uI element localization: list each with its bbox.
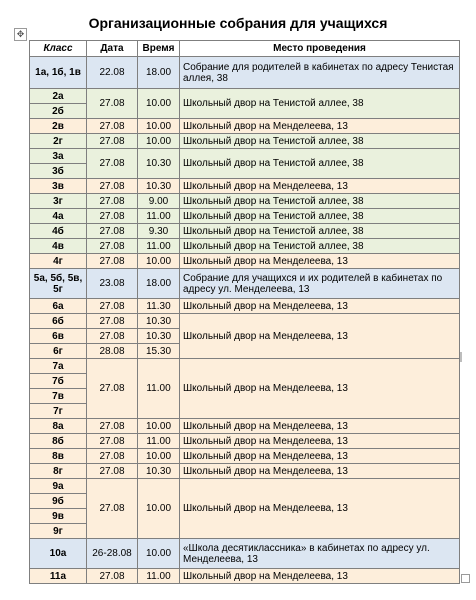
cell-time: 11.00 bbox=[138, 239, 180, 254]
cell-date: 27.08 bbox=[87, 134, 138, 149]
table-move-handle-icon[interactable]: ✥ bbox=[14, 28, 27, 41]
table-row bbox=[30, 569, 460, 584]
cell-klass: 2г bbox=[30, 134, 87, 149]
cell-klass: 3а bbox=[30, 149, 87, 164]
document-title: Организационные собрания для учащихся bbox=[88, 15, 388, 31]
table-border-marker bbox=[460, 352, 462, 362]
cell-klass: 4г bbox=[30, 254, 87, 269]
cell-date: 27.08 bbox=[87, 239, 138, 254]
table-row bbox=[30, 314, 460, 329]
table-row bbox=[30, 254, 460, 269]
cell-place: Собрание для учащихся и их родителей в кабинетах по адресу ул. Менделеева, 13 bbox=[180, 269, 460, 299]
cell-klass: 6а bbox=[30, 299, 87, 314]
cell-klass: 9г bbox=[30, 524, 87, 539]
table-row bbox=[30, 224, 460, 239]
cell-place: Школьный двор на Тенистой аллее, 38 bbox=[180, 134, 460, 149]
header-time: Время bbox=[138, 41, 180, 57]
cell-time: 10.00 bbox=[138, 254, 180, 269]
cell-time: 10.00 bbox=[138, 539, 180, 569]
cell-date: 27.08 bbox=[87, 209, 138, 224]
table-body bbox=[30, 57, 460, 584]
header-klass: Класс bbox=[30, 41, 87, 57]
cell-klass: 6г bbox=[30, 344, 87, 359]
cell-date: 27.08 bbox=[87, 149, 138, 179]
cell-time: 10.00 bbox=[138, 479, 180, 539]
cell-date: 27.08 bbox=[87, 359, 138, 419]
table-row bbox=[30, 464, 460, 479]
cell-date: 27.08 bbox=[87, 569, 138, 584]
cell-klass: 2а bbox=[30, 89, 87, 104]
cell-date: 27.08 bbox=[87, 419, 138, 434]
cell-time: 11.00 bbox=[138, 359, 180, 419]
cell-place: Школьный двор на Тенистой аллее, 38 bbox=[180, 194, 460, 209]
table-row bbox=[30, 149, 460, 164]
cell-klass: 2б bbox=[30, 104, 87, 119]
cell-time: 11.00 bbox=[138, 434, 180, 449]
cell-klass: 9а bbox=[30, 479, 87, 494]
cell-date: 27.08 bbox=[87, 434, 138, 449]
cell-date: 27.08 bbox=[87, 179, 138, 194]
cell-klass: 3г bbox=[30, 194, 87, 209]
cell-date: 27.08 bbox=[87, 224, 138, 239]
cell-place: Школьный двор на Менделеева, 13 bbox=[180, 119, 460, 134]
cell-klass: 8в bbox=[30, 449, 87, 464]
cell-klass: 4в bbox=[30, 239, 87, 254]
cell-place: Школьный двор на Менделеева, 13 bbox=[180, 179, 460, 194]
cell-klass: 9в bbox=[30, 509, 87, 524]
cell-date: 27.08 bbox=[87, 329, 138, 344]
cell-klass: 4а bbox=[30, 209, 87, 224]
cell-time: 10.30 bbox=[138, 329, 180, 344]
table-row bbox=[30, 419, 460, 434]
table-header-row bbox=[30, 41, 460, 57]
cell-time: 9.30 bbox=[138, 224, 180, 239]
cell-klass: 5а, 5б, 5в, 5г bbox=[30, 269, 87, 299]
cell-time: 11.00 bbox=[138, 569, 180, 584]
cell-place: Школьный двор на Тенистой аллее, 38 bbox=[180, 224, 460, 239]
cell-klass: 11а bbox=[30, 569, 87, 584]
cell-time: 10.30 bbox=[138, 179, 180, 194]
table-row bbox=[30, 57, 460, 89]
cell-klass: 7в bbox=[30, 389, 87, 404]
cell-time: 10.30 bbox=[138, 149, 180, 179]
cell-date: 27.08 bbox=[87, 449, 138, 464]
table-row bbox=[30, 299, 460, 314]
cell-date: 27.08 bbox=[87, 479, 138, 539]
cell-time: 10.00 bbox=[138, 119, 180, 134]
cell-date: 22.08 bbox=[87, 57, 138, 89]
cell-place: Школьный двор на Тенистой аллее, 38 bbox=[180, 149, 460, 179]
cell-place: Школьный двор на Менделеева, 13 bbox=[180, 434, 460, 449]
cell-time: 11.30 bbox=[138, 299, 180, 314]
cell-place: Школьный двор на Менделеева, 13 bbox=[180, 419, 460, 434]
cell-klass: 8б bbox=[30, 434, 87, 449]
table-row bbox=[30, 434, 460, 449]
cell-place: Школьный двор на Тенистой аллее, 38 bbox=[180, 239, 460, 254]
table-row bbox=[30, 209, 460, 224]
cell-place: «Школа десятиклассника» в кабинетах по адресу ул. Менделеева, 13 bbox=[180, 539, 460, 569]
cell-date: 27.08 bbox=[87, 89, 138, 119]
cell-klass: 9б bbox=[30, 494, 87, 509]
cell-klass: 6в bbox=[30, 329, 87, 344]
cell-place: Школьный двор на Тенистой аллее, 38 bbox=[180, 89, 460, 119]
cell-time: 10.00 bbox=[138, 134, 180, 149]
cell-date: 27.08 bbox=[87, 119, 138, 134]
cell-date: 27.08 bbox=[87, 464, 138, 479]
cell-time: 10.00 bbox=[138, 419, 180, 434]
table-row bbox=[30, 134, 460, 149]
cell-time: 15.30 bbox=[138, 344, 180, 359]
table-row bbox=[30, 539, 460, 569]
header-date: Дата bbox=[87, 41, 138, 57]
cell-date: 27.08 bbox=[87, 254, 138, 269]
cell-time: 10.00 bbox=[138, 89, 180, 119]
cell-place: Школьный двор на Менделеева, 13 bbox=[180, 314, 460, 359]
cell-place: Школьный двор на Менделеева, 13 bbox=[180, 479, 460, 539]
table-row bbox=[30, 359, 460, 374]
cell-place: Школьный двор на Менделеева, 13 bbox=[180, 449, 460, 464]
cell-klass: 2в bbox=[30, 119, 87, 134]
cell-place: Школьный двор на Менделеева, 13 bbox=[180, 299, 460, 314]
table-row bbox=[30, 239, 460, 254]
cell-place: Собрание для родителей в кабинетах по адресу Тенистая аллея, 38 bbox=[180, 57, 460, 89]
cell-klass: 7б bbox=[30, 374, 87, 389]
table-row bbox=[30, 269, 460, 299]
cell-date: 26-28.08 bbox=[87, 539, 138, 569]
table-row bbox=[30, 179, 460, 194]
cell-klass: 3б bbox=[30, 164, 87, 179]
cell-time: 10.30 bbox=[138, 314, 180, 329]
cell-klass: 7г bbox=[30, 404, 87, 419]
cell-klass: 8г bbox=[30, 464, 87, 479]
table-row bbox=[30, 89, 460, 104]
table-row bbox=[30, 449, 460, 464]
cell-klass: 8а bbox=[30, 419, 87, 434]
table-row bbox=[30, 119, 460, 134]
table-resize-handle-icon[interactable] bbox=[461, 574, 470, 583]
cell-date: 27.08 bbox=[87, 299, 138, 314]
cell-place: Школьный двор на Менделеева, 13 bbox=[180, 569, 460, 584]
cell-time: 18.00 bbox=[138, 269, 180, 299]
cell-klass: 7а bbox=[30, 359, 87, 374]
cell-time: 11.00 bbox=[138, 209, 180, 224]
table-row bbox=[30, 194, 460, 209]
cell-date: 27.08 bbox=[87, 194, 138, 209]
schedule-table bbox=[29, 40, 460, 584]
cell-time: 10.30 bbox=[138, 464, 180, 479]
cell-klass: 10а bbox=[30, 539, 87, 569]
cell-time: 9.00 bbox=[138, 194, 180, 209]
cell-date: 27.08 bbox=[87, 314, 138, 329]
cell-date: 23.08 bbox=[87, 269, 138, 299]
cell-time: 18.00 bbox=[138, 57, 180, 89]
cell-time: 10.00 bbox=[138, 449, 180, 464]
header-place: Место проведения bbox=[180, 41, 460, 57]
cell-date: 28.08 bbox=[87, 344, 138, 359]
cell-place: Школьный двор на Тенистой аллее, 38 bbox=[180, 209, 460, 224]
cell-klass: 6б bbox=[30, 314, 87, 329]
cell-place: Школьный двор на Менделеева, 13 bbox=[180, 359, 460, 419]
cell-klass: 1а, 1б, 1в bbox=[30, 57, 87, 89]
cell-klass: 3в bbox=[30, 179, 87, 194]
cell-place: Школьный двор на Менделеева, 13 bbox=[180, 464, 460, 479]
table-row bbox=[30, 479, 460, 494]
cell-klass: 4б bbox=[30, 224, 87, 239]
cell-place: Школьный двор на Менделеева, 13 bbox=[180, 254, 460, 269]
